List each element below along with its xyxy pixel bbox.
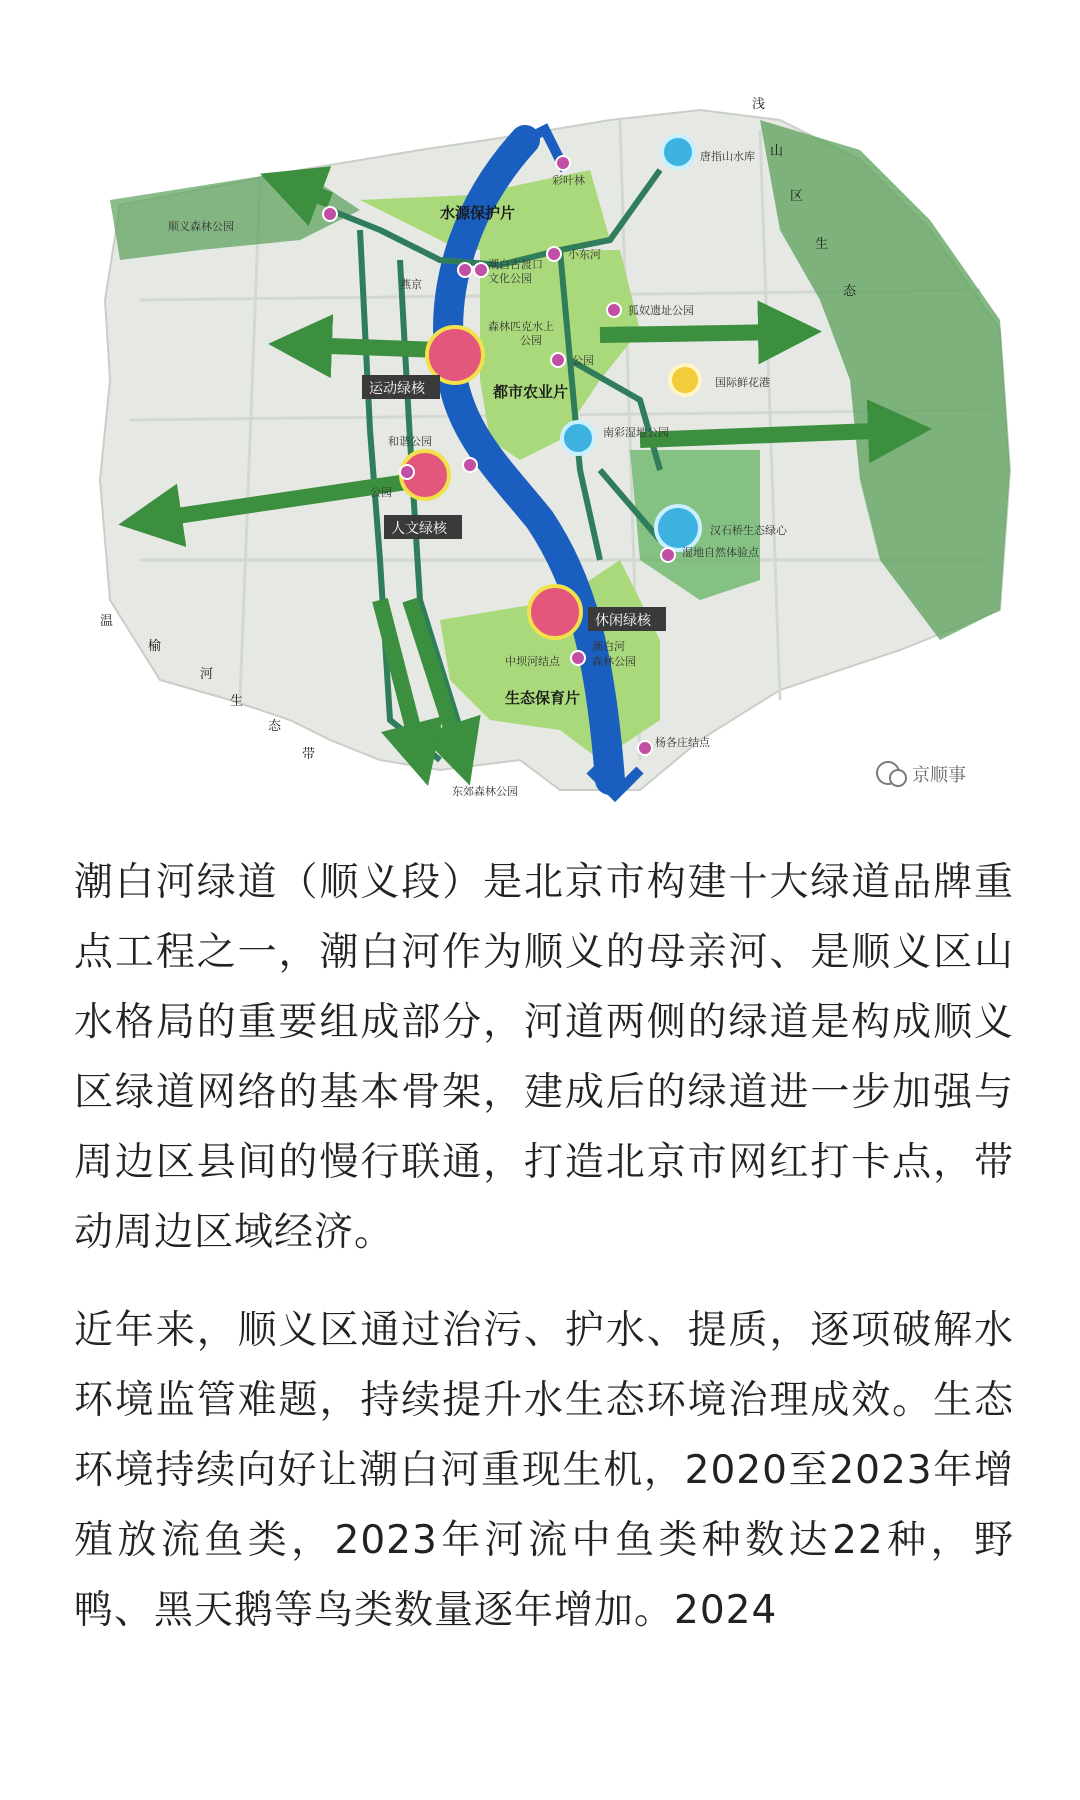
svg-text:人文绿核: 人文绿核 <box>391 521 447 537</box>
place-water-sport-2: 公园 <box>520 334 542 347</box>
core-label-leisure <box>588 607 666 631</box>
place-zhongba: 中坝河结点 <box>505 655 560 668</box>
yellow-core <box>670 365 700 395</box>
sport-core <box>427 327 483 383</box>
core-label-sport <box>362 375 440 399</box>
article-paragraph-2: 近年来，顺义区通过治污、护水、提质，逐项破解水环境监管难题，持续提升水生态环境治理成效。生态环境持续向好让潮白河重现生机，2020至2023年增殖放流鱼类，2023年河流中鱼类种数达22种，野鸭、黑天鹅等鸟类数量逐年增加。2024 <box>74 1308 1014 1633</box>
zone-label-water: 水源保护片 <box>440 204 516 222</box>
place-park-left: 公园 <box>370 486 392 499</box>
place-wetland-pt: 湿地自然体验点 <box>682 546 759 559</box>
blue-core-north <box>662 136 694 168</box>
greenway-plan-map <box>0 0 1080 805</box>
blue-core-east <box>656 506 700 550</box>
place-hongye: 彩叶林 <box>552 174 585 187</box>
svg-text:山: 山 <box>770 144 784 159</box>
zone-label-urban-agri: 都市农业片 <box>493 383 569 401</box>
place-ferry-2: 文化公园 <box>488 272 532 285</box>
place-park-mid: 公园 <box>572 354 594 367</box>
article-body <box>74 848 1014 1646</box>
svg-text:运动绿核: 运动绿核 <box>369 381 425 397</box>
svg-text:榆: 榆 <box>148 639 162 654</box>
svg-text:河: 河 <box>200 667 214 682</box>
place-dongjiao: 东郊森林公园 <box>452 785 518 798</box>
leisure-core <box>529 586 581 638</box>
place-tangzhi: 唐指山水库 <box>700 150 755 163</box>
svg-text:京顺事: 京顺事 <box>912 765 966 786</box>
watermark <box>877 762 966 786</box>
place-xiaodong: 小东河 <box>568 248 601 261</box>
svg-text:态: 态 <box>843 284 857 299</box>
svg-text:态: 态 <box>268 719 282 734</box>
blue-core-mid <box>562 422 594 454</box>
place-water-sport-1: 森林匹克水上 <box>488 320 554 333</box>
place-hepark: 和谐公园 <box>388 435 432 448</box>
svg-text:区: 区 <box>790 189 804 204</box>
place-hanshiqiao: 汉石桥生态绿心 <box>710 524 787 537</box>
place-forest-se-2: 森林公园 <box>592 655 636 668</box>
article-paragraph-1: 潮白河绿道（顺义段）是北京市构建十大绿道品牌重点工程之一，潮白河作为顺义的母亲河、是顺义区山水格局的重要组成部分，河道两侧的绿道是构成顺义区绿道网络的基本骨架，建成后的绿道进一步加强与周边区县间的慢行联通，打造北京市网红打卡点，带动周边区域经济。 <box>74 860 1014 1255</box>
svg-text:带: 带 <box>302 747 316 762</box>
place-forest-park-nw: 顺义森林公园 <box>168 220 234 233</box>
svg-text:温: 温 <box>100 614 114 629</box>
place-jiebei: 杨各庄结点 <box>655 736 710 749</box>
place-nancai: 南彩湿地公园 <box>603 426 669 439</box>
svg-text:浅: 浅 <box>752 97 766 112</box>
place-relic-park: 狐奴遗址公园 <box>628 304 694 317</box>
place-flower-port: 国际鲜花港 <box>715 376 770 389</box>
place-yanjing: 燕京 <box>400 278 422 291</box>
svg-text:休闲绿核: 休闲绿核 <box>595 613 651 629</box>
core-label-culture <box>384 515 462 539</box>
svg-text:生: 生 <box>815 237 829 252</box>
place-ferry-1: 潮白古渡口 <box>488 258 543 271</box>
place-forest-se-1: 潮白河 <box>592 640 625 653</box>
svg-text:生: 生 <box>230 694 244 709</box>
zone-label-eco: 生态保育片 <box>505 689 581 707</box>
